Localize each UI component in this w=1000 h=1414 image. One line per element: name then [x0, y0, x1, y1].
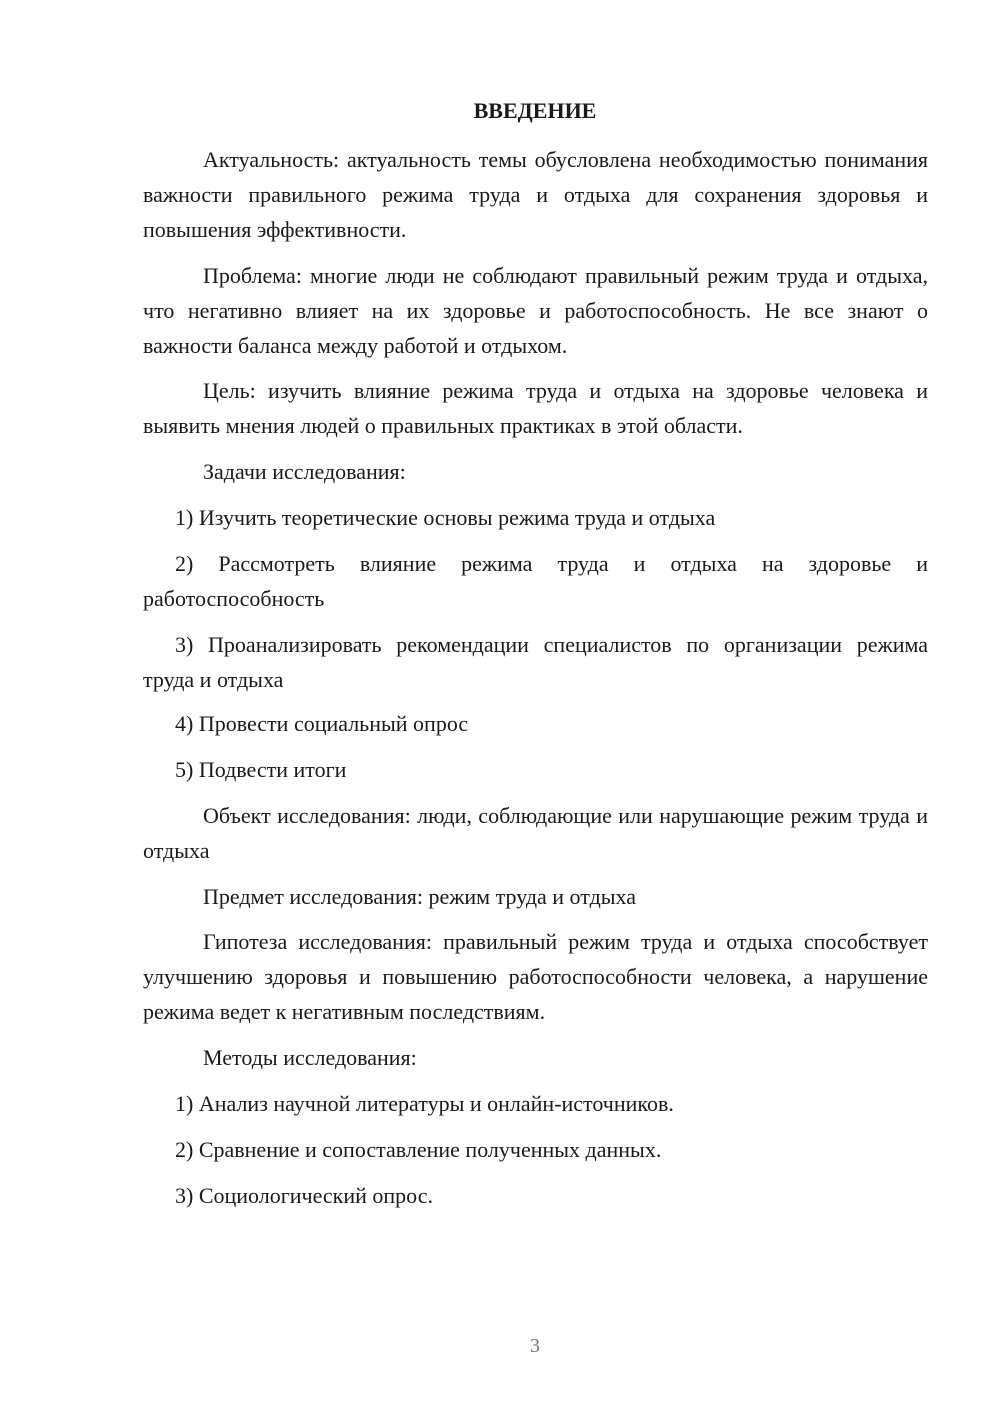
paragraph-hypothesis: Гипотеза исследования: правильный режим труда и отдыха способствует улучшению здоровья и повышению работоспособности человека, а нарушение режима ведет к негативным последствиям.: [143, 929, 928, 1024]
method-item-1: 1) Анализ научной литературы и онлайн-источников.: [175, 1091, 674, 1116]
task-item-1: 1) Изучить теоретические основы режима труда и отдыха: [175, 505, 716, 530]
method-item-2: 2) Сравнение и сопоставление полученных данных.: [175, 1137, 662, 1162]
paragraph-problem: Проблема: многие люди не соблюдают правильный режим труда и отдыха, что негативно влияет на их здоровье и работоспособность. Не все знают о важности баланса между работой и отдыхом.: [143, 263, 928, 358]
paragraph-goal: Цель: изучить влияние режима труда и отдыха на здоровье человека и выявить мнения людей о правильных практиках в этой области.: [143, 378, 928, 438]
task-item-3: 3) Проанализировать рекомендации специалистов по организации режима труда и отдыха: [143, 632, 928, 692]
paragraph-object: Объект исследования: люди, соблюдающие или нарушающие режим труда и отдыха: [143, 803, 928, 863]
paragraph-methods-title: Методы исследования:: [203, 1045, 417, 1070]
paragraph-subject: Предмет исследования: режим труда и отдыха: [203, 884, 637, 909]
method-item-3: 3) Социологический опрос.: [175, 1183, 433, 1208]
paragraph-relevance: Актуальность: актуальность темы обусловлена необходимостью понимания важности правильного режима труда и отдыха для сохранения здоровья и повышения эффективности.: [143, 147, 928, 242]
task-item-5: 5) Подвести итоги: [175, 757, 347, 782]
paragraph-tasks-title: Задачи исследования:: [203, 459, 406, 484]
section-heading: ВВЕДЕНИЕ: [473, 98, 597, 123]
task-item-4: 4) Провести социальный опрос: [175, 711, 469, 736]
page-number: 3: [530, 1335, 540, 1357]
task-item-2: 2) Рассмотреть влияние режима труда и отдыха на здоровье и работоспособность: [143, 551, 928, 611]
